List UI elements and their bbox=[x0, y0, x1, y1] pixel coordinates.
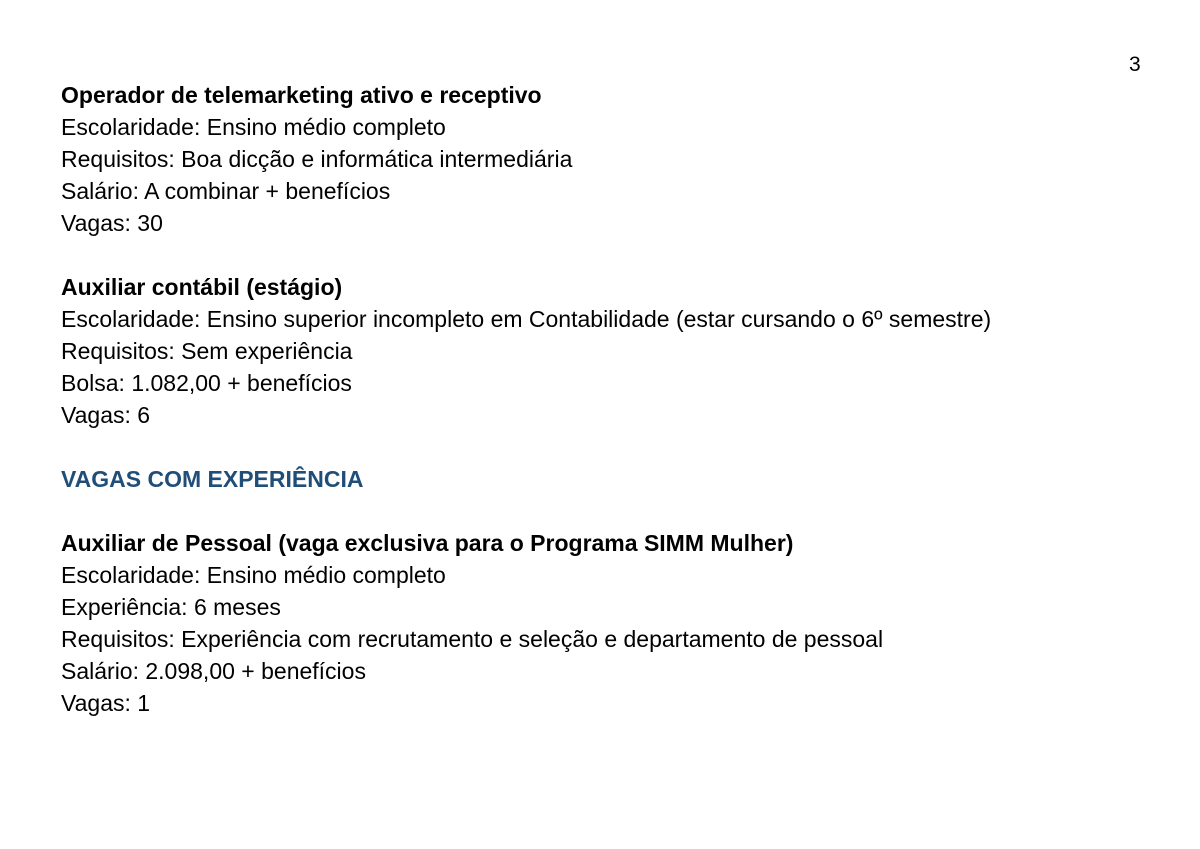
job-listing-telemarketing bbox=[61, 79, 1161, 239]
job-stipend: Bolsa: 1.082,00 + benefícios bbox=[61, 370, 352, 396]
job-listing-auxiliar-pessoal bbox=[61, 527, 1161, 719]
job-requirements: Requisitos: Sem experiência bbox=[61, 338, 353, 364]
job-salary: Salário: 2.098,00 + benefícios bbox=[61, 658, 366, 684]
job-requirements: Requisitos: Boa dicção e informática intermediária bbox=[61, 146, 573, 172]
job-title: Operador de telemarketing ativo e receptivo bbox=[61, 82, 542, 108]
spacer bbox=[61, 239, 1161, 271]
job-title: Auxiliar de Pessoal (vaga exclusiva para o Programa SIMM Mulher) bbox=[61, 530, 794, 556]
job-education: Escolaridade: Ensino médio completo bbox=[61, 562, 446, 588]
job-salary: Salário: A combinar + benefícios bbox=[61, 178, 391, 204]
page-number: 3 bbox=[1129, 53, 1141, 76]
spacer bbox=[61, 495, 1161, 527]
job-education: Escolaridade: Ensino superior incompleto em Contabilidade (estar cursando o 6º semestre) bbox=[61, 306, 992, 332]
job-listing-auxiliar-contabil bbox=[61, 271, 1161, 431]
job-experience: Experiência: 6 meses bbox=[61, 594, 281, 620]
document-body bbox=[61, 79, 1161, 719]
section-heading: VAGAS COM EXPERIÊNCIA bbox=[61, 466, 364, 492]
spacer bbox=[61, 431, 1161, 463]
job-openings: Vagas: 6 bbox=[61, 402, 151, 428]
job-requirements: Requisitos: Experiência com recrutamento e seleção e departamento de pessoal bbox=[61, 626, 884, 652]
job-openings: Vagas: 1 bbox=[61, 690, 151, 716]
job-title: Auxiliar contábil (estágio) bbox=[61, 274, 343, 300]
job-openings: Vagas: 30 bbox=[61, 210, 163, 236]
job-education: Escolaridade: Ensino médio completo bbox=[61, 114, 446, 140]
